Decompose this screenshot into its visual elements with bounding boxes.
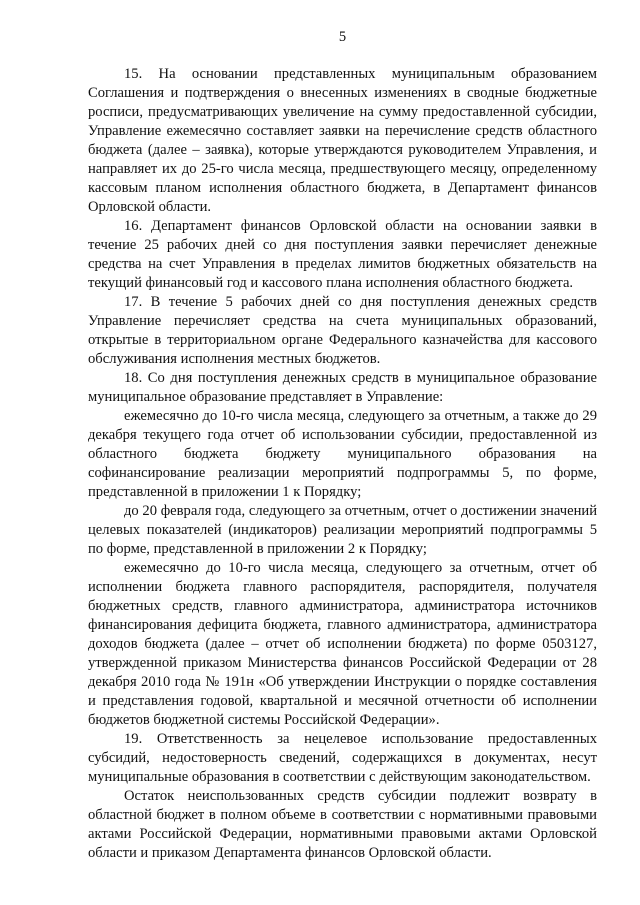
paragraph-15: 15. На основании представленных муниципальным образованием Соглашения и подтверждения о внесенных изменениях в сводные бюджетные росписи, предусматривающих увеличение на сумму предоставленной субсидии, Управление ежемесячно составляет заявки на перечисление средств областного бюджета (далее – заявка), которые утверждаются руководителем Управления, и направляет их до 25-го числа месяца, предшествующего месяцу, определенному кассовым планом исполнения областного бюджета, в Департамент финансов Орловской области. <box>88 66 597 215</box>
paragraph-18-item-monthly-subsidy-report: ежемесячно до 10-го числа месяца, следующего за отчетным, а также до 29 декабря текущего года отчет об использовании субсидии, предоставленной из областного бюджета бюджету муниципального образования на софинансирование реализации мероприятий подпрограммы 5, по форме, представленной в приложении 1 к Порядку; <box>88 408 597 500</box>
paragraph-16: 16. Департамент финансов Орловской области на основании заявки в течение 25 рабочих дней со дня поступления заявки перечисляет денежные средства на счет Управления в пределах лимитов бюджетных обязательств на текущий финансовый год и кассового плана исполнения областного бюджета. <box>88 218 597 291</box>
page-number: 5 <box>338 29 347 45</box>
paragraph-18-item-budget-execution-report: ежемесячно до 10-го числа месяца, следующего за отчетным, отчет об исполнении бюджета главного распорядителя, распорядителя, получателя бюджетных средств, главного администратора, администратора источников финансирования дефицита бюджета, главного администратора, администратора доходов бюджета (далее – отчет об исполнении бюджета) по форме 0503127, утвержденной приказом Министерства финансов Российской Федерации от 28 декабря 2010 года № 191н «Об утверждении Инструкции о порядке составления и представления годовой, квартальной и месячной отчетности об исполнении бюджетов бюджетной системы Российской Федерации». <box>88 560 597 728</box>
paragraph-17: 17. В течение 5 рабочих дней со дня поступления денежных средств Управление перечисляет средства на счета муниципальных образований, открытые в территориальном органе Федерального казначейства для кассового обслуживания исполнения местных бюджетов. <box>88 294 597 367</box>
document-page <box>88 28 597 863</box>
paragraph-18: 18. Со дня поступления денежных средств в муниципальное образование муниципальное образование представляет в Управление: <box>88 370 597 405</box>
paragraph-remainder: Остаток неиспользованных средств субсидии подлежит возврату в областной бюджет в полном объеме в соответствии с нормативными правовыми актами Российской Федерации, нормативными правовыми актами Орловской области и приказом Департамента финансов Орловской области. <box>88 788 597 861</box>
paragraph-18-item-indicators-report: до 20 февраля года, следующего за отчетным, отчет о достижении значений целевых показателей (индикаторов) реализации мероприятий подпрограммы 5 по форме, представленной в приложении 2 к Порядку; <box>88 503 597 557</box>
paragraph-19: 19. Ответственность за нецелевое использование предоставленных субсидий, недостоверность сведений, содержащихся в документах, несут муниципальные образования в соответствии с действующим законодательством. <box>88 731 597 785</box>
